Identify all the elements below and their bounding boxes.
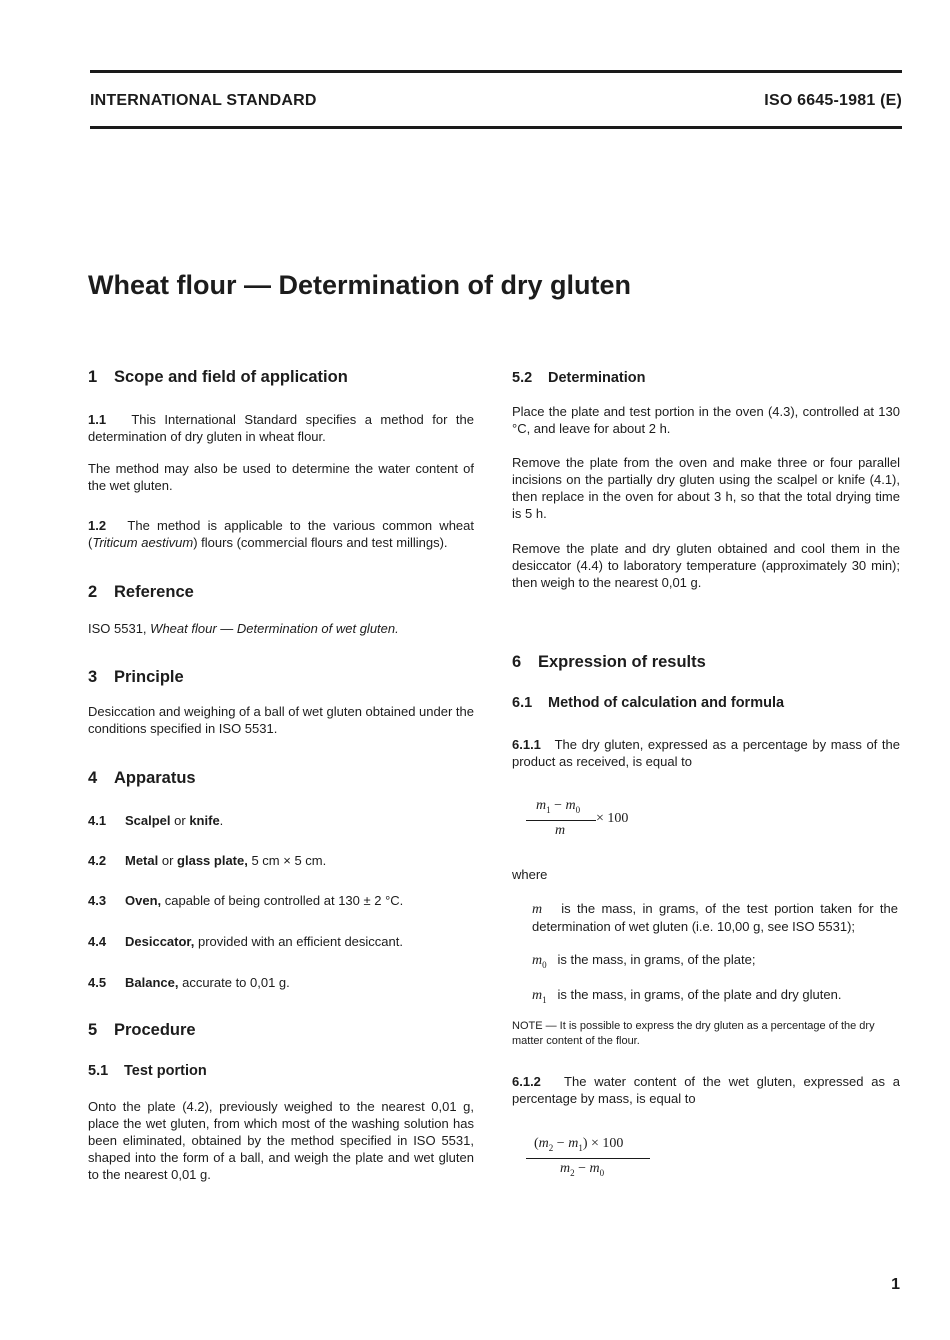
item-name: Desiccator, [125, 934, 195, 949]
denominator: m [555, 823, 566, 838]
section-5-heading [88, 1021, 196, 1040]
dry-gluten-formula [526, 798, 666, 842]
section-6-heading [512, 653, 706, 672]
times-100: × 100 [596, 811, 629, 826]
operator: − [554, 798, 563, 813]
section-number: 2 [88, 583, 98, 601]
item-name-2: knife [189, 813, 220, 828]
subsection-number: 6.1 [512, 695, 533, 711]
item-name: Balance, [125, 975, 179, 990]
item-rest: 5 cm × 5 cm. [247, 853, 327, 868]
subscript: 0 [599, 1167, 605, 1178]
clause-1-2 [88, 517, 474, 551]
clause-number: 1.2 [88, 518, 107, 533]
subsection-number: 5.2 [512, 370, 533, 386]
subsection-number: 5.1 [88, 1063, 109, 1079]
section-4-heading [88, 769, 196, 788]
apparatus-4-5 [88, 974, 474, 991]
clause-1-1 [88, 411, 474, 445]
item-rest: . [219, 813, 224, 828]
where-label: where [512, 867, 548, 882]
symbol [532, 988, 547, 1003]
subsection-title: Test portion [124, 1063, 207, 1079]
apparatus-4-4 [88, 933, 474, 950]
item-connector: or [158, 853, 178, 868]
subscript: 1 [578, 1142, 583, 1153]
reference-code: ISO 5531, [88, 621, 147, 636]
section-number: 4 [88, 769, 98, 787]
paren: ) [582, 1136, 588, 1151]
symbol-m: m [568, 1136, 579, 1151]
definition-text: is the mass, in grams, of the plate; [557, 952, 756, 967]
subsection-6-1-heading [512, 695, 784, 711]
page-number: 1 [891, 1276, 900, 1293]
clause-number: 6.1.1 [512, 737, 541, 752]
header-standard-label: INTERNATIONAL STANDARD [90, 92, 317, 109]
clause-6-1-2 [512, 1073, 900, 1107]
section-3-heading [88, 668, 184, 687]
paren: ( [534, 1136, 539, 1151]
clause-text: The water content of the wet gluten, expressed as a percentage by mass, is equal to [512, 1074, 900, 1106]
section-number: 3 [88, 668, 98, 686]
symbol-m: m [589, 1161, 600, 1176]
apparatus-4-3 [88, 892, 474, 909]
reference-title: Wheat flour — Determination of wet gluten. [150, 621, 399, 636]
section-number: 5 [88, 1021, 98, 1039]
item-connector: or [170, 813, 190, 828]
denominator [560, 1161, 604, 1178]
subscript: 2 [570, 1167, 575, 1178]
subsection-title: Method of calculation and formula [548, 695, 785, 711]
clause-text: The dry gluten, expressed as a percentage by mass of the product as received, is equal to [512, 737, 900, 769]
item-number: 4.5 [88, 975, 107, 990]
clause-6-1-1 [512, 736, 900, 770]
item-number: 4.2 [88, 853, 107, 868]
definition-m [532, 900, 898, 935]
times-100: × 100 [591, 1136, 624, 1151]
symbol [532, 953, 547, 968]
header-bottom-rule [90, 126, 902, 129]
section-title: Procedure [114, 1021, 196, 1039]
determination-text-2: Remove the plate from the oven and make three or four parallel incisions on the partially dry gluten using the scalpel or knife (4.1), then replace in the oven for about 3 h, so that the total drying time is 5 h. [512, 455, 900, 521]
clause-text: This International Standard specifies a method for the determination of dry gluten in wheat flour. [88, 412, 474, 444]
subsection-5-1-heading [88, 1063, 207, 1079]
reference-entry [88, 620, 474, 637]
section-number: 1 [88, 368, 98, 386]
operator: − [578, 1161, 587, 1176]
header-top-rule [90, 70, 902, 73]
subscript: 1 [542, 994, 547, 1005]
clause-1-1-continued: The method may also be used to determine the water content of the wet gluten. [88, 461, 474, 493]
item-name-2: glass plate, [177, 853, 248, 868]
symbol-letter: m [532, 953, 543, 968]
section-2-heading [88, 583, 194, 602]
item-name: Scalpel [125, 813, 171, 828]
item-number: 4.4 [88, 934, 107, 949]
subscript: 0 [542, 959, 547, 970]
definition-text: is the mass, in grams, of the plate and dry gluten. [557, 987, 842, 1002]
determination-text-1: Place the plate and test portion in the oven (4.3), controlled at 130 °C, and leave for about 2 h. [512, 404, 900, 436]
subscript: 1 [546, 804, 551, 815]
header-standard-number: ISO 6645-1981 (E) [764, 92, 902, 109]
subsection-title: Determination [548, 370, 646, 386]
item-name: Oven, [125, 893, 162, 908]
numerator [534, 1136, 623, 1153]
definition-m0 [532, 951, 898, 974]
item-rest: provided with an efficient desiccant. [194, 934, 403, 949]
definition-text: is the mass, in grams, of the test portion taken for the determination of wet gluten (i.e. 10,00 g, see ISO 5531); [532, 901, 898, 934]
section-1-heading [88, 368, 348, 387]
water-content-formula [526, 1136, 666, 1182]
species-name: Triticum aestivum [92, 535, 194, 550]
symbol-m: m [536, 798, 547, 813]
symbol: m [532, 902, 543, 917]
item-rest: accurate to 0,01 g. [178, 975, 290, 990]
section-title: Reference [114, 583, 194, 601]
apparatus-4-1 [88, 812, 474, 829]
section-title: Expression of results [538, 653, 706, 671]
section-title: Principle [114, 668, 184, 686]
symbol-m: m [565, 798, 576, 813]
section-number: 6 [512, 653, 522, 671]
clause-text-b: ) flours (commercial flours and test millings). [193, 535, 448, 550]
determination-text-3: Remove the plate and dry gluten obtained and cool them in the desiccator (4.4) to laboratory temperature (approximately 30 min); then weigh to the nearest 0,01 g. [512, 541, 900, 590]
item-rest: capable of being controlled at 130 ± 2 °C. [161, 893, 404, 908]
principle-text: Desiccation and weighing of a ball of wet gluten obtained under the conditions specified in ISO 5531. [88, 704, 474, 736]
item-number: 4.1 [88, 813, 107, 828]
numerator [536, 798, 580, 815]
symbol-m: m [538, 1136, 549, 1151]
test-portion-text: Onto the plate (4.2), previously weighed to the nearest 0,01 g, place the wet gluten, from which most of the washing solution has been eliminated, obtained by the method specified in ISO 5531, shaped into the form of a ball, and weigh the plate and wet gluten to the nearest 0,01 g. [88, 1099, 474, 1182]
definition-m1 [532, 986, 898, 1009]
operator: − [556, 1136, 565, 1151]
clause-text-a: The method is applicable to the various common wheat ( [88, 518, 474, 550]
item-name: Metal [125, 853, 159, 868]
item-number: 4.3 [88, 893, 107, 908]
apparatus-4-2 [88, 852, 474, 869]
subsection-5-2-heading [512, 370, 646, 386]
note: NOTE — It is possible to express the dry gluten as a percentage of the dry matter content of the flour. [512, 1020, 875, 1047]
section-title: Scope and field of application [114, 368, 348, 386]
symbol-letter: m [532, 988, 543, 1003]
symbol-m: m [560, 1161, 571, 1176]
subscript: 0 [575, 804, 581, 815]
fraction-bar [526, 820, 596, 821]
page-title: Wheat flour — Determination of dry gluten [88, 270, 632, 300]
section-title: Apparatus [114, 769, 196, 787]
clause-number: 1.1 [88, 412, 107, 427]
fraction-bar [526, 1158, 650, 1159]
subscript: 2 [548, 1142, 554, 1153]
clause-number: 6.1.2 [512, 1074, 541, 1089]
